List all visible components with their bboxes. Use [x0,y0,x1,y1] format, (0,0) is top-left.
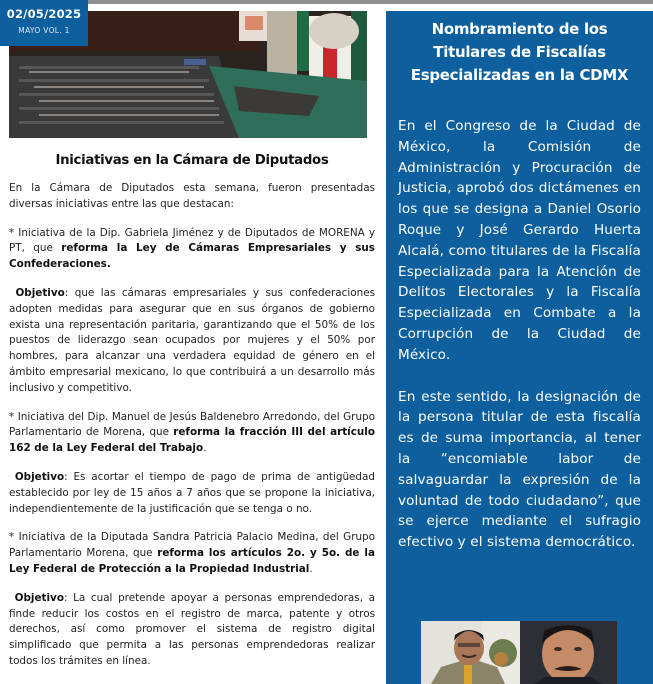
initiative-reform: reforma la fracción III del artículo 162 de la Ley Federal del Trabajo [9,426,376,455]
objective-text: : Es acortar el tiempo de pago de prima de antigüedad establecido por ley de 15 años a 7 años que se propone la iniciativa, independientemente de la justificación que se tenga o no. [9,470,375,515]
portrait-daniel-osorio-roque [421,621,520,684]
right-article-paragraph-2: En este sentido, la designación de la persona titular de esta fiscalía es de suma importancia, al tener la “encomiable labor de salvaguardar la expresión de la voluntad de todo ciudadano”, que se ejerce mediante el sufragio efectivo y el sistema democrático. [398,388,641,551]
initiative-reform: reforma los artículos 2o. y 5o. de la Ley Federal de Protección a la Propiedad Industrial [9,547,375,575]
officials-portraits [421,621,617,684]
right-article-title: Nombramiento de los Titulares de Fiscalías Especializadas en la CDMX [410,20,629,84]
issue-date: 02/05/2025 [6,7,82,21]
objective-label: Objetivo [14,470,65,483]
portrait-image [520,621,617,684]
initiative-end: . [309,562,313,575]
right-article-paragraph-1: En el Congreso de la Ciudad de México, la Comisión de Administración y Procuración de Justicia, aprobó dos dictámenes en los que se designa a Daniel Osorio Roque y José Gerardo Huerta Alcalá, como titulares de la Fiscalía Especializada para la Atención de Delitos Electorales y la Fiscalía Especializada en Combate a la Corrupción de la Ciudad de México. [398,118,641,363]
top-divider-bar [88,0,653,4]
initiative-item [9,530,375,577]
initiative-text: * Iniciativa de la Dip. Gabriela Jiménez y de Diputados de MORENA y PT, que [9,226,375,255]
portrait-jose-gerardo-huerta-alcala [520,621,617,684]
initiative-text: * Iniciativa de la Diputada Sandra Patricia Palacio Medina, del Grupo Parlamentario Morena, que [9,531,375,560]
objective-label: Objetivo [15,286,65,299]
objective-item [9,286,375,397]
objective-text: : La cual pretende apoyar a personas emprendedoras, a finde reducir los costos en el registro de marca, patente y otros derechos, así como promover el sistema de registro digital simplificado que permita a las personas emprendedoras realizar todos los trámites en línea. [9,591,375,667]
objective-text: : que las cámaras empresariales y sus confederaciones adopten medidas para asegurar que en sus órganos de gobierno exista una representación paritaria, garantizando que el 50% de los puestos de liderazgo sean ocupados por mujeres y el 50% por hombres, para alcanzar una verdadera equidad de género en el ámbito empresarial mexicano, lo que contribuirá a un desarrollo más inclusivo y competitivo. [9,286,375,394]
objective-item [9,591,375,670]
portrait-image [421,621,520,684]
objective-label: Objetivo [14,591,64,604]
initiative-end: . [203,442,207,455]
left-article [9,150,375,683]
right-article-panel [386,11,653,684]
issue-volume: MAYO VOL. 1 [18,26,70,35]
objective-item [9,470,375,517]
initiative-item [9,226,375,273]
initiative-item [9,410,375,457]
left-article-title: Iniciativas en la Cámara de Diputados [55,153,329,168]
initiative-reform: reforma la Ley de Cámaras Empresariales y sus Confederaciones. [9,242,375,271]
date-badge [0,0,88,46]
left-article-intro: En la Cámara de Diputados esta semana, fueron presentadas diversas iniciativas entre las que destacan: [9,182,375,210]
initiative-text: * Iniciativa del Dip. Manuel de Jesús Baldenebro Arredondo, del Grupo Parlamentario de Morena, que [9,410,375,439]
